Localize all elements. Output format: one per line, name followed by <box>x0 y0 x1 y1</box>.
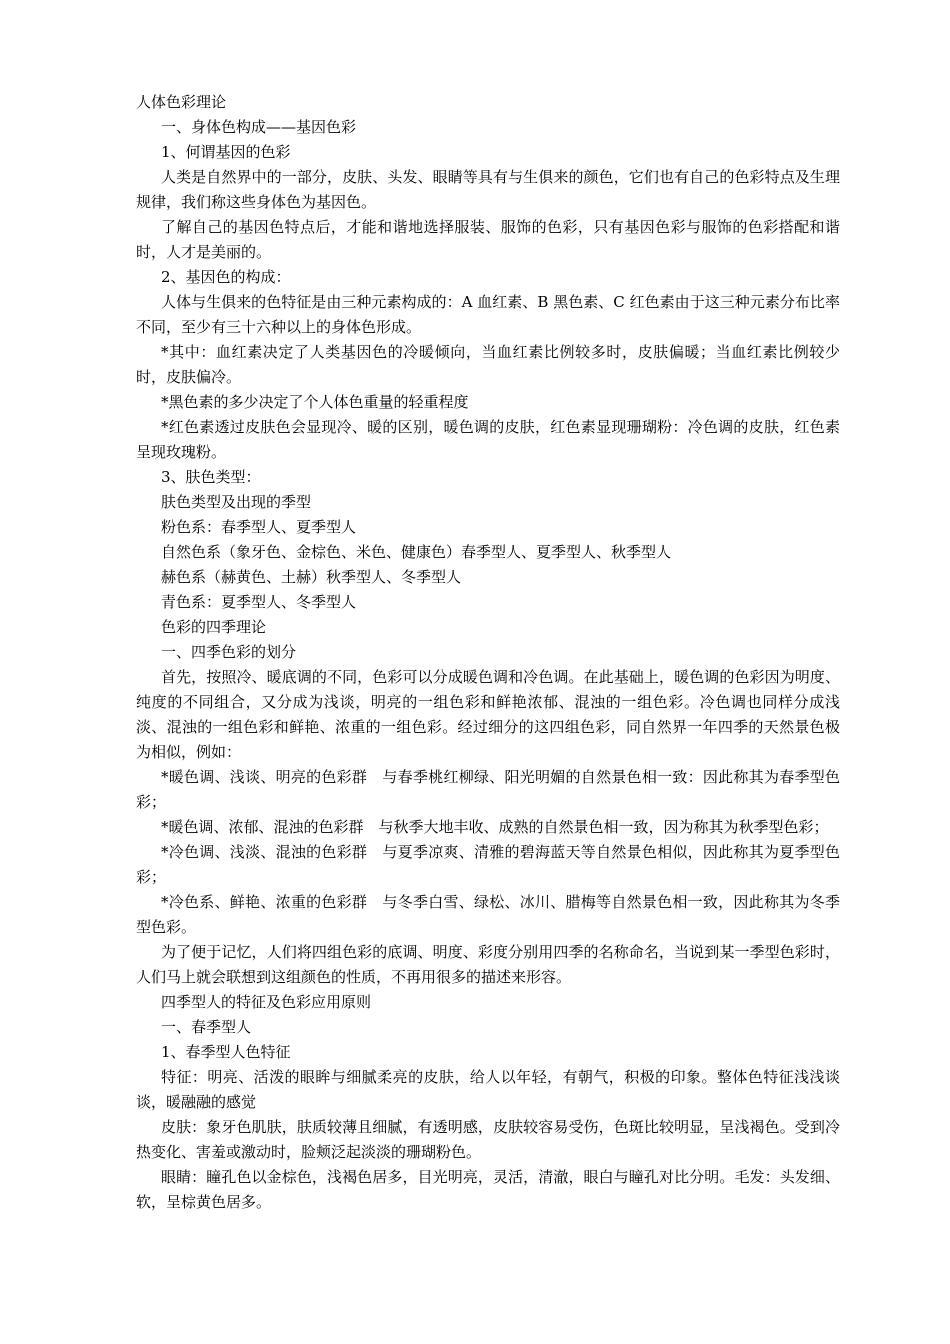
subsection-heading: 1、春季型人色特征 <box>161 1043 291 1061</box>
paragraph: 眼睛：瞳孔色以金棕色，浅褐色居多，目光明亮，灵活，清澈，眼白与瞳孔对比分明。毛发：头发细、软，呈棕黄色居多。 <box>136 1168 840 1211</box>
section-heading: 四季型人的特征及色彩应用原则 <box>161 993 372 1011</box>
section-heading: 一、春季型人 <box>161 1018 252 1036</box>
list-item: 青色系：夏季型人、冬季型人 <box>161 593 357 611</box>
list-item: 粉色系：春季型人、夏季型人 <box>161 518 357 536</box>
paragraph: 为了便于记忆，人们将四组色彩的底调、明度、彩度分别用四季的名称命名，当说到某一季型色彩时，人们马上就会联想到这组颜色的性质，不再用很多的描述来形容。 <box>136 943 840 986</box>
section-heading: 一、身体色构成——基因色彩 <box>161 118 357 136</box>
subsection-heading: 1、何谓基因的色彩 <box>161 143 291 161</box>
subsection-heading: 2、基因色的构成： <box>161 268 291 286</box>
section-heading: 色彩的四季理论 <box>161 618 267 636</box>
list-item: 自然色系（象牙色、金棕色、米色、健康色）春季型人、夏季型人、秋季型人 <box>161 543 672 561</box>
paragraph: 人类是自然界中的一部分，皮肤、头发、眼睛等具有与生俱来的颜色，它们也有自己的色彩特点及生理规律，我们称这些身体色为基因色。 <box>136 168 840 211</box>
paragraph: *冷色调、浅淡、混浊的色彩群 与夏季凉爽、清雅的碧海蓝天等自然景色相似，因此称其为夏季型色彩； <box>136 843 840 886</box>
paragraph: 人体与生俱来的色特征是由三种元素构成的：A 血红素、B 黑色素、C 红色素由于这三种元素分布比率不同，至少有三十六种以上的身体色形成。 <box>136 293 840 336</box>
subsection-heading: 3、肤色类型： <box>161 468 261 486</box>
paragraph: *黑色素的多少决定了个人体色重量的轻重程度 <box>161 393 469 411</box>
paragraph: *暖色调、浅谈、明亮的色彩群 与春季桃红柳绿、阳光明媚的自然景色相一致：因此称其为春季型色彩； <box>136 768 840 811</box>
document-title: 人体色彩理论 <box>136 93 227 111</box>
paragraph: 特征：明亮、活泼的眼眸与细腻柔亮的皮肤，给人以年轻，有朝气，积极的印象。整体色特征浅浅谈谈，暖融融的感觉 <box>136 1068 840 1111</box>
list-item: 赫色系（赫黄色、土赫）秋季型人、冬季型人 <box>161 568 462 586</box>
paragraph: 皮肤：象牙色肌肤，肤质较薄且细腻，有透明感，皮肤较容易受伤，色斑比较明显，呈浅褐色。受到冷热变化、害羞或激动时，脸颊泛起淡淡的珊瑚粉色。 <box>136 1118 840 1161</box>
paragraph: 肤色类型及出现的季型 <box>161 493 312 511</box>
paragraph: 了解自己的基因色特点后，才能和谐地选择服装、服饰的色彩，只有基因色彩与服饰的色彩搭配和谐时，人才是美丽的。 <box>136 218 840 261</box>
paragraph: *冷色系、鲜艳、浓重的色彩群 与冬季白雪、绿松、冰川、腊梅等自然景色相一致，因此称其为冬季型色彩。 <box>136 893 840 936</box>
section-heading: 一、四季色彩的划分 <box>161 643 297 661</box>
document-page <box>136 90 840 1215</box>
paragraph: 首先，按照冷、暖底调的不同，色彩可以分成暖色调和冷色调。在此基础上，暖色调的色彩因为明度、纯度的不同组合，又分成为浅谈，明亮的一组色彩和鲜艳浓郁、混浊的一组色彩。冷色调也同样分成浅淡、混浊的一组色彩和鲜艳、浓重的一组色彩。经过细分的这四组色彩，同自然界一年四季的天然景色极为相似，例如： <box>136 668 840 761</box>
paragraph: *其中：血红素决定了人类基因色的冷暖倾向，当血红素比例较多时，皮肤偏暖；当血红素比例较少时，皮肤偏冷。 <box>136 343 840 386</box>
paragraph: *暖色调、浓郁、混浊的色彩群 与秋季大地丰收、成熟的自然景色相一致，因为称其为秋季型色彩； <box>161 818 829 836</box>
paragraph: *红色素透过皮肤色会显现冷、暖的区别，暖色调的皮肤，红色素显现珊瑚粉：冷色调的皮肤，红色素呈现玫瑰粉。 <box>136 418 840 461</box>
